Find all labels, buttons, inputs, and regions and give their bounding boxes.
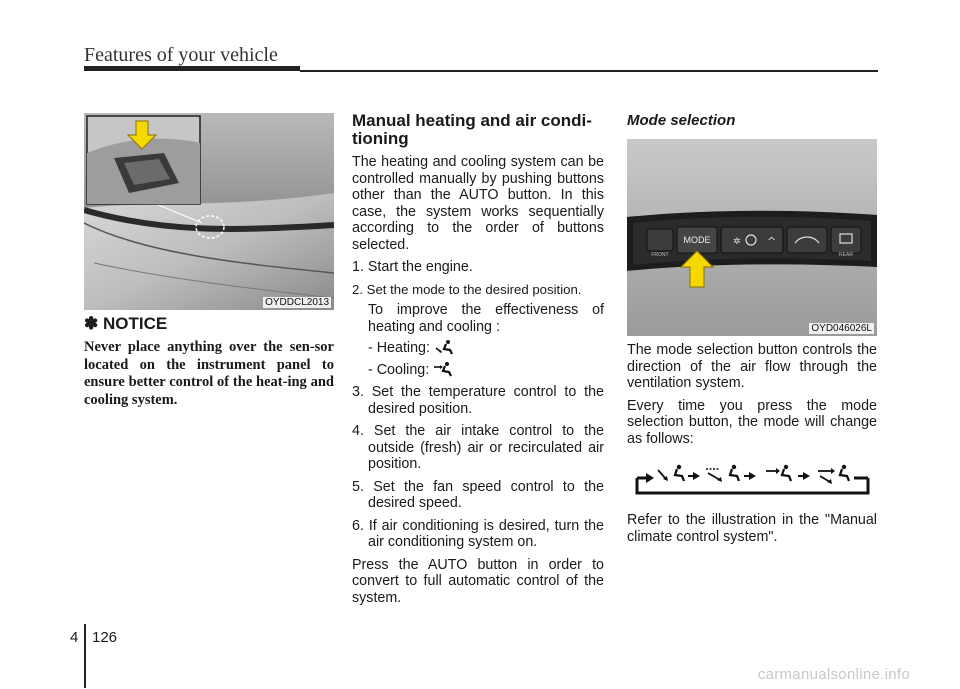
manual-body [352, 154, 604, 606]
step-4: 4. Set the air intake control to the outside (fresh) air or recirculated air position. [352, 423, 604, 472]
notice-body: Never place anything over the sen-sor located on the instrument panel to ensure better control of the heat-ing and cooling system. [84, 339, 334, 408]
step-3: 3. Set the temperature control to the desired position. [352, 384, 604, 417]
page-header-title: Features of your vehicle [84, 44, 278, 66]
manual-closing: Press the AUTO button in order to convert to full automatic control of the system. [352, 556, 604, 606]
manual-intro: The heating and cooling system can be controlled manually by pushing buttons other than the AUTO button. In this case, the system works sequentially according to the order of buttons selected. [352, 154, 604, 253]
floor-mode-icon [434, 339, 456, 355]
header-rule-thick [84, 66, 300, 71]
step-5: 5. Set the fan speed control to the desired speed. [352, 478, 604, 511]
page-number: 126 [92, 629, 118, 646]
face-mode-icon [658, 465, 684, 481]
mode-para-3: Refer to the illustration in the "Manual climate control system". [627, 512, 877, 545]
mode-button-label: MODE [683, 235, 711, 245]
bi-level-mode-icon [706, 465, 739, 482]
step-1: 1. Start the engine. [352, 259, 473, 275]
mode-para-2: Every time you press the mode selection button, the mode will change as follows: [627, 397, 877, 447]
title-line: Manual heating and air condi- [352, 111, 592, 130]
svg-text:^: ^ [767, 235, 777, 248]
mode-cycle-diagram [634, 462, 872, 496]
page-number-rule [84, 624, 86, 688]
sensor-photo-illustration [84, 113, 334, 310]
photo-code-label: OYD046026L [811, 323, 872, 334]
section-title-manual-heating [352, 112, 604, 148]
header-rule-thin [300, 70, 878, 72]
step-2-note: To improve the effectiveness of heating and cooling : [368, 302, 604, 335]
mode-body [627, 342, 877, 447]
step-2: 2. Set the mode to the desired position. [352, 281, 582, 297]
cooling-row [352, 361, 604, 379]
step-6: 6. If air conditioning is desired, turn the air conditioning system on. [352, 517, 604, 550]
mode-para-1: The mode selection button controls the direction of the air flow through the ventilation system. [627, 342, 877, 391]
svg-text:✲: ✲ [733, 237, 741, 247]
photo-code-label: OYDDCL2013 [265, 297, 329, 308]
heating-label: - Heating: [368, 340, 430, 356]
mode-para-3-wrap [627, 512, 877, 545]
floor-defrost-mode-icon [818, 465, 849, 484]
section-title-mode-selection: Mode selection [627, 112, 736, 129]
mode-panel-illustration [627, 139, 877, 336]
cooling-label: - Cooling: [368, 361, 430, 378]
mode-panel-photo [627, 139, 877, 336]
face-mode-icon [433, 361, 455, 377]
chapter-number: 4 [70, 629, 79, 646]
sensor-photo [84, 113, 334, 310]
floor-mode-icon [766, 465, 791, 481]
notice-heading: ✽ NOTICE [84, 314, 168, 333]
watermark: carmanualsonline.info [757, 666, 910, 683]
front-sub-label: FRONT [651, 252, 669, 258]
heating-row [352, 339, 604, 357]
rear-sub-label: REAR [839, 252, 853, 258]
title-line: tioning [352, 129, 409, 148]
